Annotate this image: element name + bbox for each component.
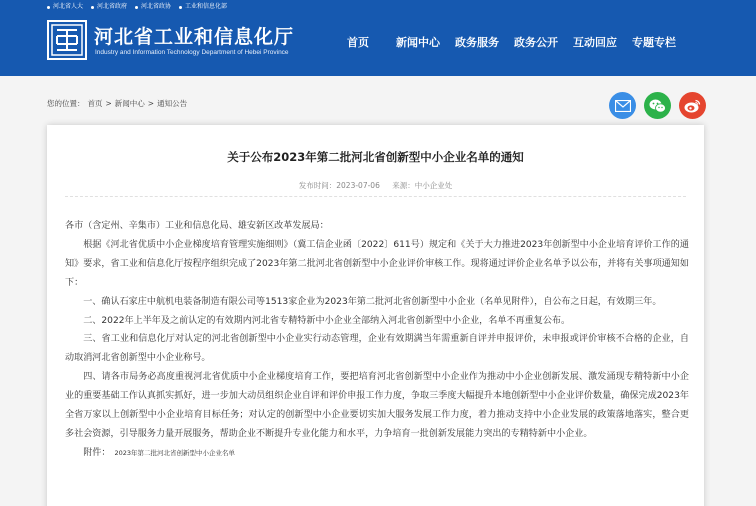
mail-share-button[interactable] xyxy=(609,92,636,119)
breadcrumb xyxy=(47,98,190,110)
nav-item-services[interactable]: 政务服务 xyxy=(455,36,499,49)
nav-item-topics[interactable]: 专题专栏 xyxy=(632,36,676,49)
topbar-link-cppcc[interactable] xyxy=(135,1,171,13)
article-body xyxy=(65,217,689,463)
site-logo-icon[interactable] xyxy=(47,20,87,60)
article-paragraph: 三、省工业和信息化厅对认定的河北省创新型中小企业实行动态管理，企业有效期满当年需重新自评并申报评价，未申报或评价审核不合格的企业，自动取消河北省创新型中小企业称号。 xyxy=(65,334,689,364)
topbar-link-label[interactable]: 工业和信息化部 xyxy=(185,4,228,10)
article-meta xyxy=(47,180,704,191)
attachment-label: 附件： xyxy=(83,447,111,458)
article-salutation: 各市（含定州、辛集市）工业和信息化局、雄安新区改革发展局： xyxy=(65,221,329,231)
topbar-link-gov[interactable] xyxy=(91,1,127,13)
bullet-icon xyxy=(47,6,50,9)
article-paragraph: 一、确认石家庄中航机电装备制造有限公司等1513家企业为2023年第二批河北省创新型中小企业（名单见附件），自公布之日起，有效期三年。 xyxy=(83,296,662,307)
nav-item-interaction[interactable]: 互动回应 xyxy=(573,36,617,49)
breadcrumb-notice[interactable]: 通知公告 xyxy=(157,99,188,108)
topbar-link-miit[interactable] xyxy=(179,1,227,13)
main-nav xyxy=(340,34,676,52)
topbar-link-label[interactable]: 河北省政府 xyxy=(97,4,128,10)
article-paragraph: 四、请各市局务必高度重视河北省优质中小企业梯度培育工作，要把培育河北省创新型中小企业作为推动中小企业创新发展、激发涌现专精特新中小企业的重要基础工作认真抓实抓好，进一步加大动员组织企业自评和评价申报工作力度，争取三季度大幅提升本地创新型中小企业评价数量，确保完成2023年全省万家以上创新型中小企业培育目标任务；对认定的创新型中小企业要切实加大服务发展工作力度，着力推动支持中小企业发展的政策落地落实，整合更多社会资源，引导服务力量开展服务，帮助企业不断提升专业化能力和水平，力争培育一批创新发展能力突出的专精特新中小企业。 xyxy=(65,372,689,439)
article-source: 来源：中小企业处 xyxy=(392,181,453,190)
weibo-icon xyxy=(684,99,701,113)
divider xyxy=(65,196,686,197)
share-buttons xyxy=(609,92,706,119)
attachment-line xyxy=(65,444,689,463)
topbar-link-label[interactable]: 河北省政协 xyxy=(141,4,172,10)
bullet-icon xyxy=(135,6,138,9)
topbar-links xyxy=(47,1,227,13)
publish-date: 发布时间：2023-07-06 xyxy=(298,181,380,190)
wechat-icon xyxy=(649,99,666,113)
mail-icon xyxy=(615,100,631,112)
bullet-icon xyxy=(179,6,182,9)
attachment-link[interactable]: 2023年第二批河北省创新型中小企业名单 xyxy=(114,448,236,457)
topbar-link-label[interactable]: 河北省人大 xyxy=(53,4,84,10)
wechat-share-button[interactable] xyxy=(644,92,671,119)
breadcrumb-prefix: 您的位置： xyxy=(47,99,85,108)
breadcrumb-home[interactable]: 首页 xyxy=(87,99,103,108)
breadcrumb-sep: > xyxy=(105,99,112,108)
site-subtitle: Industry and Information Technology Department of Hebei Province xyxy=(95,49,289,56)
article-title: 关于公布2023年第二批河北省创新型中小企业名单的通知 xyxy=(227,150,524,164)
article-paragraph: 二、2022年上半年及之前认定的有效期内河北省专精特新中小企业全部纳入河北省创新型中小企业，名单不再重复公布。 xyxy=(83,315,571,326)
nav-item-disclosure[interactable]: 政务公开 xyxy=(514,36,558,49)
breadcrumb-news[interactable]: 新闻中心 xyxy=(114,99,145,108)
article-card xyxy=(47,125,704,506)
article-paragraph: 根据《河北省优质中小企业梯度培育管理实施细则》（冀工信企业函〔2022〕611号）规定和《关于大力推进2023年创新型中小企业培育评价工作的通知》要求，省工业和信息化厅按程序组织完成了2023年第二批河北省创新型中小企业评价审核工作。现将通过评价企业名单予以公布，并将有关事项通知如下： xyxy=(65,239,689,288)
weibo-share-button[interactable] xyxy=(679,92,706,119)
nav-item-news[interactable]: 新闻中心 xyxy=(396,36,440,49)
bullet-icon xyxy=(91,6,94,9)
breadcrumb-sep: > xyxy=(147,99,155,108)
topbar-link-npc[interactable] xyxy=(47,1,83,13)
site-title[interactable]: 河北省工业和信息化厅 xyxy=(94,26,295,48)
site-header xyxy=(0,0,756,76)
nav-item-home[interactable]: 首页 xyxy=(347,36,369,49)
